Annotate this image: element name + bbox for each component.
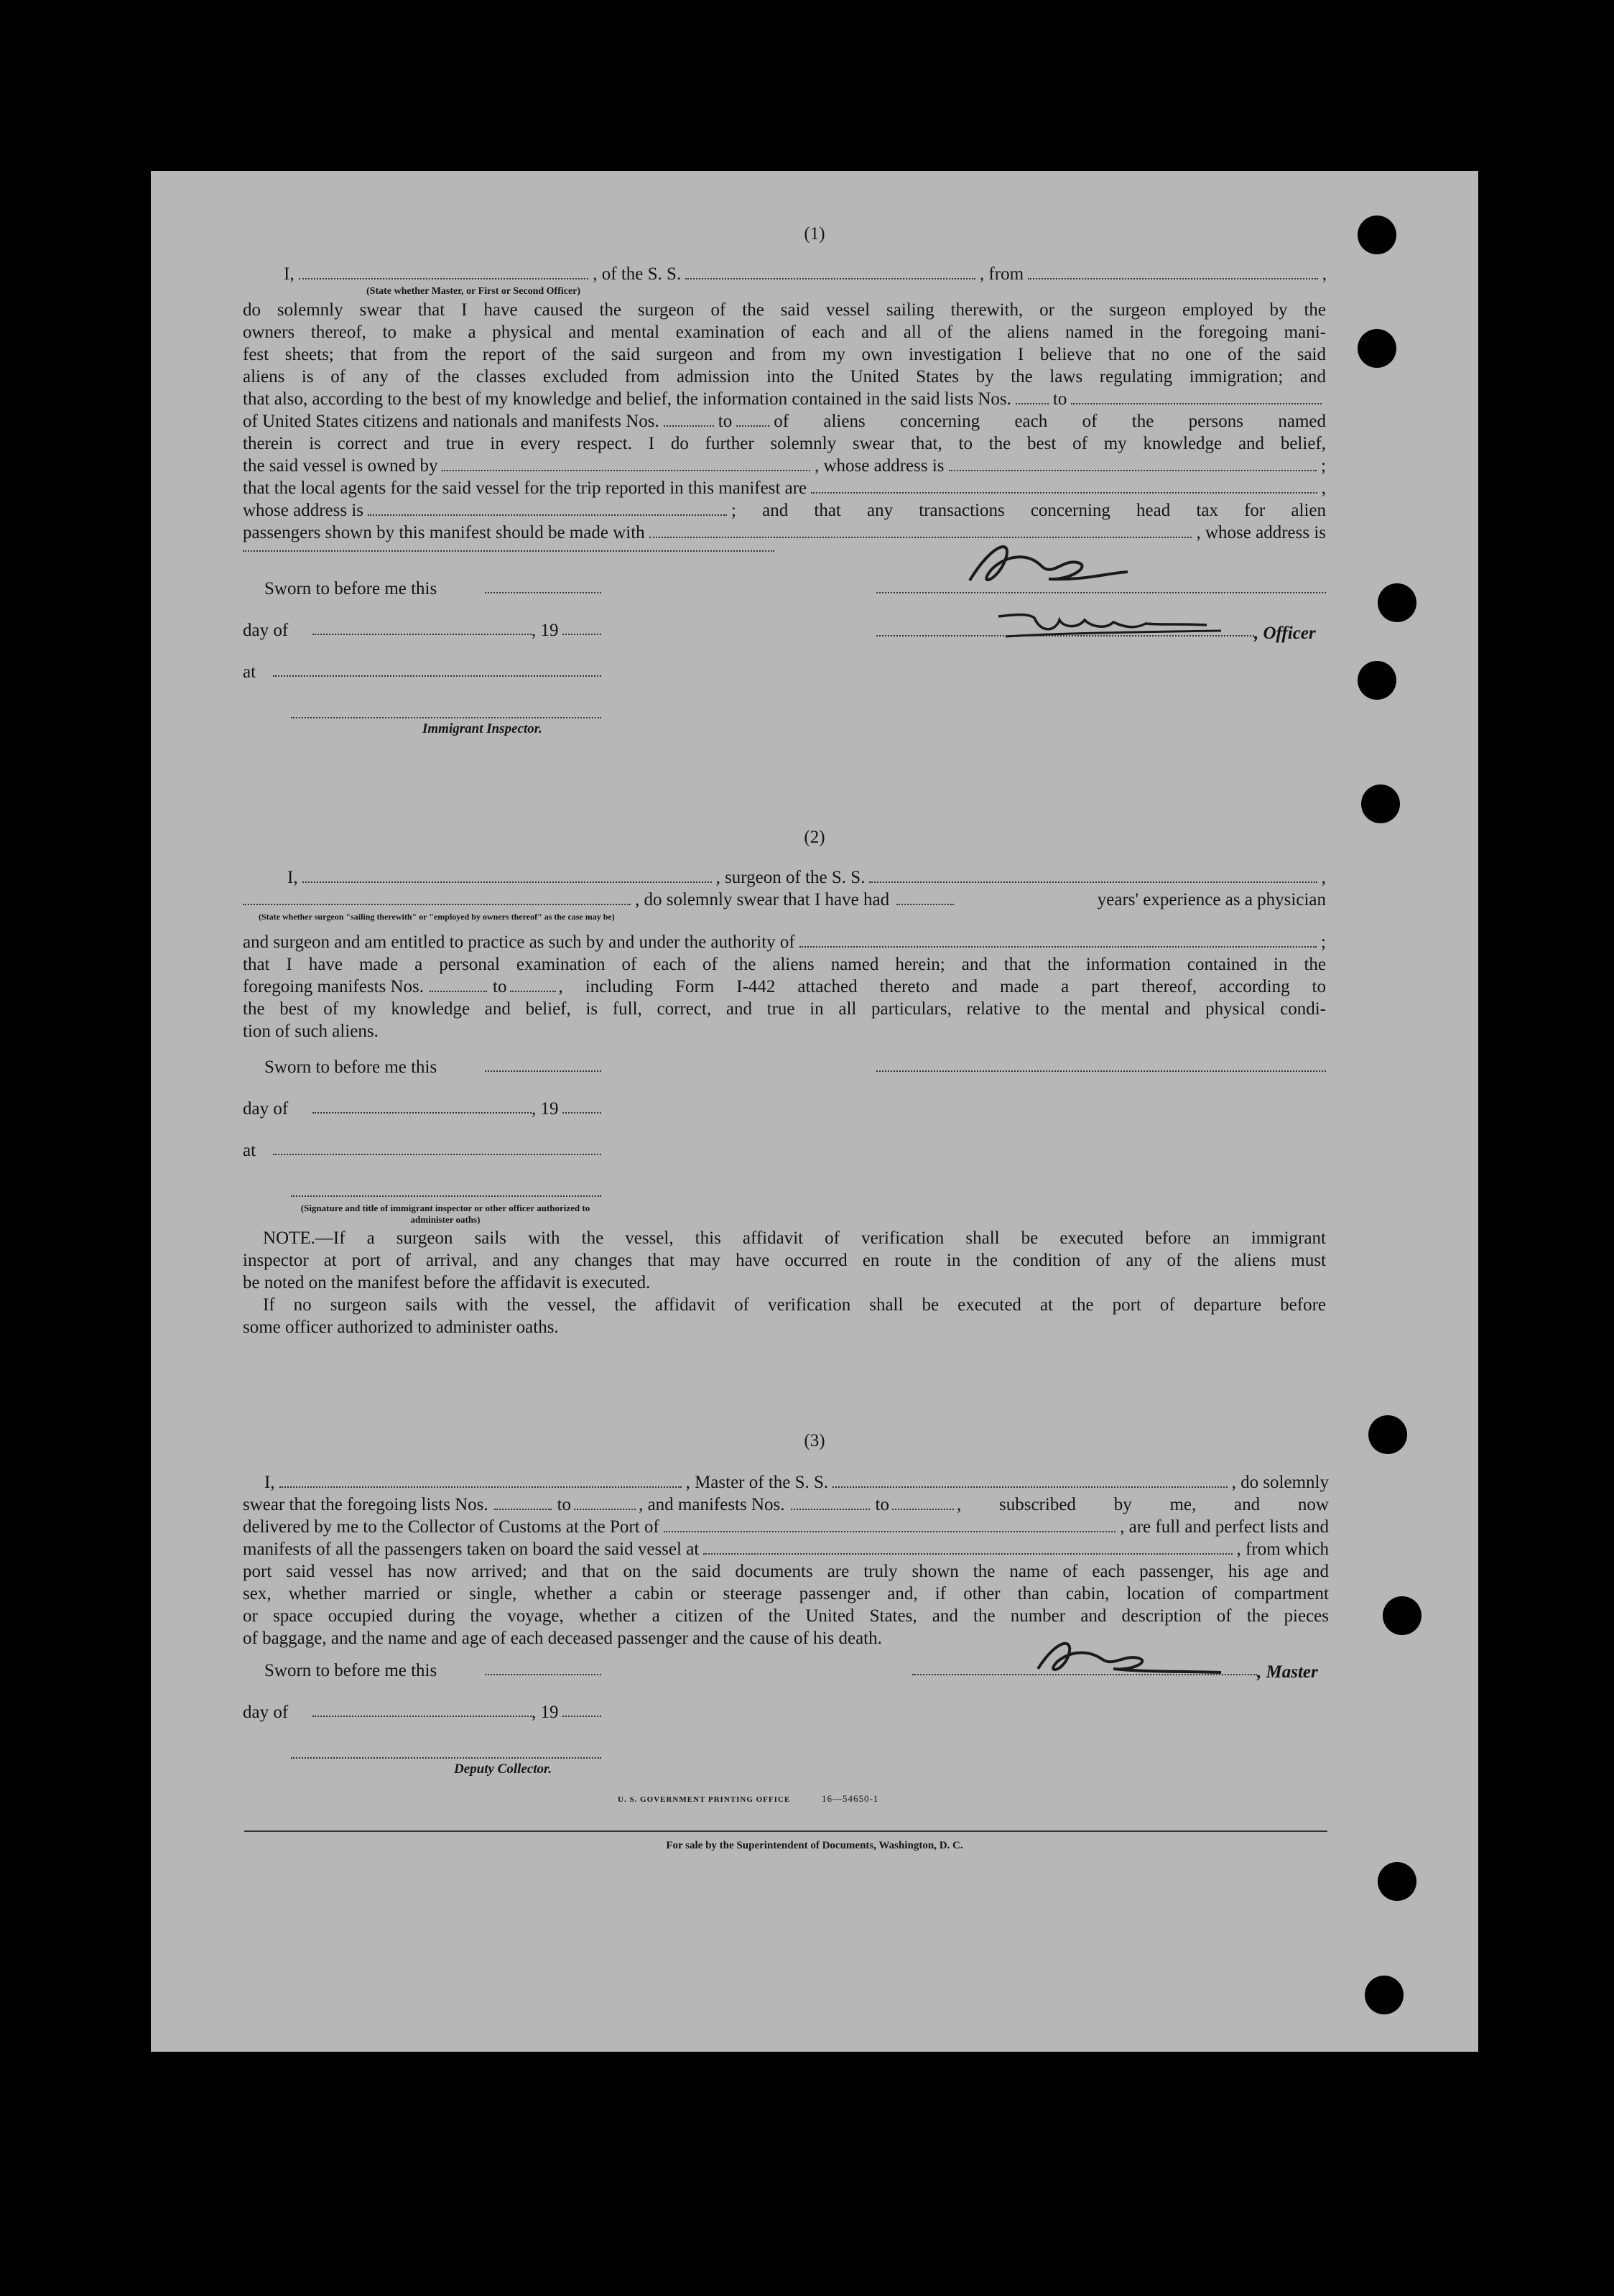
years-experience-field[interactable] (896, 889, 954, 905)
section-1-number: (1) (804, 224, 825, 244)
binder-hole (1378, 1862, 1416, 1901)
surgeon-status-field[interactable] (243, 889, 631, 905)
binder-hole (1365, 1976, 1404, 2014)
section-3-body (243, 1471, 1329, 1649)
authority-field[interactable] (799, 932, 1317, 948)
month-field[interactable] (312, 634, 532, 635)
binder-hole (1368, 1415, 1407, 1454)
owner-address-field[interactable] (949, 455, 1317, 471)
lists-to-field[interactable] (1071, 389, 1322, 404)
section-1-first-line: I, , of the S. S. , from , (284, 264, 1327, 284)
manifests-to-field[interactable] (736, 411, 769, 427)
inspector-signature-line[interactable] (291, 717, 601, 718)
surgeon-manifests-to-field[interactable] (510, 976, 556, 992)
sworn-day-field[interactable] (485, 1070, 601, 1072)
manifests-from-field[interactable] (664, 411, 714, 427)
agent-address-field[interactable] (368, 500, 727, 516)
year-label: , 19 (532, 621, 559, 640)
collector-label: Deputy Collector. (454, 1762, 552, 1777)
at-place-field[interactable] (273, 675, 601, 677)
master-manifests-from-field[interactable] (791, 1494, 870, 1510)
body-line: aliens is of any of the classes excluded from admission into the United States by the laws regulating immigration; and (243, 367, 1326, 386)
section-1-body (243, 299, 1326, 544)
footer-rule (244, 1830, 1327, 1832)
body-line: that I have made a personal examination of each of the aliens named herein; and that the information contained in the (243, 955, 1326, 974)
binder-hole (1358, 661, 1396, 700)
master-manifests-to-field[interactable] (892, 1494, 954, 1510)
inspector-label: Immigrant Inspector. (422, 721, 542, 736)
note-line: NOTE.—If a surgeon sails with the vessel, this affidavit of verification shall be executed before an immigrant (263, 1228, 1326, 1248)
note-line: If no surgeon sails with the vessel, the affidavit of verification shall be executed at the port of departure before (263, 1295, 1326, 1315)
officer-rank-field[interactable] (299, 264, 589, 279)
printing-office-label: U. S. GOVERNMENT PRINTING OFFICE 16—54650-1 (618, 1793, 879, 1804)
owner-field[interactable] (442, 455, 810, 471)
body-line: sex, whether married or single, whether a cabin or steerage passenger and, if other than cabin, location of compartment (243, 1584, 1329, 1603)
intro-i: I, (284, 264, 294, 284)
officer-label: , Officer (1254, 624, 1316, 643)
master-label: , Master (1257, 1662, 1318, 1682)
note-line: some officer authorized to administer oaths. (243, 1318, 559, 1337)
sworn-day-field[interactable] (485, 1674, 601, 1675)
note-block (243, 1227, 1326, 1338)
section-2-number: (2) (804, 828, 825, 847)
body-line: whose address is ; and that any transactions concerning head tax for alien (243, 501, 1326, 520)
sworn-label: Sworn to before me this (264, 1661, 437, 1680)
year-field[interactable] (562, 634, 601, 635)
body-line: port said vessel has now arrived; and that on the said documents are truly shown the name of each passenger, his age and (243, 1562, 1329, 1581)
surgeon-signature-line[interactable] (876, 1070, 1326, 1072)
body-line: or space occupied during the voyage, whether a citizen of the United States, and the number and description of the pieces (243, 1606, 1329, 1626)
officer-title-signature (991, 602, 1235, 645)
port-of-customs-field[interactable] (664, 1517, 1116, 1532)
inspector-signature-line[interactable] (291, 1195, 601, 1197)
year-label: , 19 (532, 1099, 559, 1119)
master-vessel-field[interactable] (832, 1472, 1227, 1488)
body-line: manifests of all the passengers taken on board the said vessel at , from which (243, 1540, 1329, 1559)
bleed-through-text (718, 559, 730, 580)
officer-rank-caption: (State whether Master, or First or Second Officer) (366, 286, 581, 297)
binder-hole (1358, 329, 1396, 368)
form-page (151, 171, 1478, 2052)
body-line: foregoing manifests Nos. to , including Form I-442 attached thereto and made a part thereof, according to (243, 977, 1326, 996)
master-signature (1027, 1629, 1228, 1680)
binder-hole (1378, 583, 1416, 622)
vessel-name-field[interactable] (685, 264, 975, 279)
section-3-number: (3) (804, 1431, 825, 1450)
master-lists-from-field[interactable] (494, 1494, 552, 1510)
section-2-second-line: , do solemnly swear that I have had years' experience as a physician (243, 889, 1326, 911)
binder-hole (1383, 1596, 1421, 1635)
body-line: of United States citizens and nationals and manifests Nos. to of aliens concerning each of the persons named (243, 412, 1326, 431)
master-signature (963, 530, 1156, 595)
sale-notice: For sale by the Superintendent of Documents, Washington, D. C. (666, 1840, 963, 1851)
from-label: , from (979, 264, 1024, 284)
section-2-first-line: I, , surgeon of the S. S. , (287, 868, 1326, 887)
note-line: inspector at port of arrival, and any changes that may have occurred en route in the condition of any of the aliens must (243, 1251, 1326, 1270)
from-port-field[interactable] (1028, 264, 1318, 279)
surgeon-status-caption: (State whether surgeon "sailing therewith" or "employed by owners thereof" as the case may be) (259, 912, 615, 922)
body-line: of baggage, and the name and age of each deceased passenger and the cause of his death. (243, 1629, 882, 1648)
body-line: that the local agents for the said vessel for the trip reported in this manifest are , (243, 478, 1326, 498)
body-line: the said vessel is owned by , whose address is ; (243, 456, 1326, 476)
inspector-caption: (Signature and title of immigrant inspector or other officer authorized to administer oaths) (300, 1203, 590, 1225)
port-of-embarkation-field[interactable] (703, 1539, 1232, 1555)
binder-hole (1358, 216, 1396, 254)
form-number: 16—54650-1 (821, 1793, 879, 1804)
day-of-label: day of (243, 621, 289, 640)
lists-from-field[interactable] (1016, 389, 1049, 404)
sworn-day-field[interactable] (485, 592, 601, 593)
year-label: , 19 (532, 1703, 559, 1722)
surgeon-vessel-field[interactable] (869, 867, 1317, 883)
surgeon-manifests-from-field[interactable] (430, 976, 487, 992)
sworn-label: Sworn to before me this (264, 579, 437, 598)
month-field[interactable] (312, 1112, 532, 1114)
body-line: passengers shown by this manifest should be made with , whose address is (243, 523, 1326, 542)
body-line: fest sheets; that from the report of the said surgeon and from my own investigation I believe that no one of the said (243, 345, 1326, 364)
body-line: and surgeon and am entitled to practice as such by and under the authority of ; (243, 932, 1326, 952)
master-name-field[interactable] (279, 1472, 682, 1488)
binder-hole (1361, 784, 1400, 823)
body-line: the best of my knowledge and belief, is full, correct, and true in all particulars, relative to the mental and physical condi- (243, 999, 1326, 1019)
day-of-label: day of (243, 1703, 289, 1722)
head-tax-address-field[interactable] (243, 550, 774, 552)
master-lists-to-field[interactable] (574, 1494, 636, 1510)
year-field[interactable] (562, 1716, 601, 1717)
body-line: I, , Master of the S. S. , do solemnly (264, 1473, 1329, 1492)
sworn-label: Sworn to before me this (264, 1057, 437, 1077)
at-label: at (243, 1141, 256, 1160)
section-2-body (243, 931, 1326, 1042)
body-line: therein is correct and true in every respect. I do further solemnly swear that, to the best of my knowledge and belief, (243, 434, 1326, 453)
body-line: tion of such aliens. (243, 1022, 379, 1041)
note-line: be noted on the manifest before the affidavit is executed. (243, 1273, 651, 1292)
collector-signature-line[interactable] (291, 1757, 601, 1759)
body-line: that also, according to the best of my knowledge and belief, the information contained in the said lists Nos. to (243, 388, 1326, 410)
surgeon-name-field[interactable] (302, 867, 712, 883)
day-of-label: day of (243, 1099, 289, 1119)
body-line: do solemnly swear that I have caused the surgeon of the said vessel sailing therewith, or the surgeon employed by the (243, 300, 1326, 320)
of-ss-label: , of the S. S. (593, 264, 682, 284)
body-line: delivered by me to the Collector of Customs at the Port of , are full and perfect lists and (243, 1517, 1329, 1537)
note-label: NOTE. (263, 1228, 315, 1248)
local-agents-field[interactable] (811, 478, 1317, 494)
year-field[interactable] (562, 1112, 601, 1114)
body-line: swear that the foregoing lists Nos. to , and manifests Nos. to , subscribed by me, and now (243, 1495, 1329, 1514)
body-line: owners thereof, to make a physical and mental examination of each and all of the aliens named in the foregoing mani- (243, 323, 1326, 342)
at-label: at (243, 662, 256, 682)
at-place-field[interactable] (273, 1154, 601, 1155)
month-field[interactable] (312, 1716, 532, 1717)
